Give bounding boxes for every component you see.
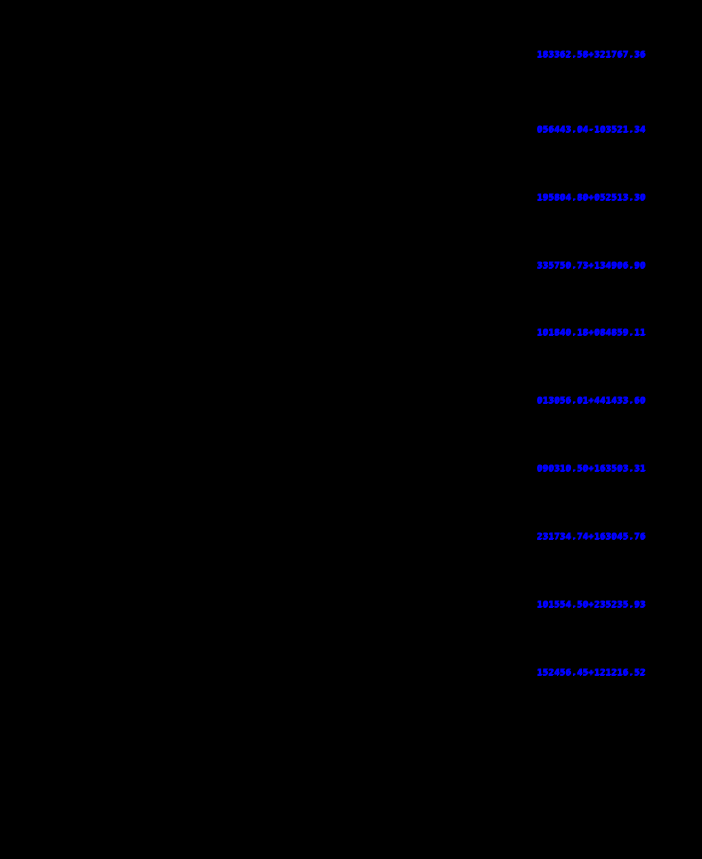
source-label: 152456.45+121216.52 — [536, 668, 646, 678]
source-label: 101840.18+084859.11 — [536, 328, 646, 338]
source-label: 335750.73+134906.90 — [536, 261, 646, 271]
source-label: 183362.58+321767.36 — [536, 50, 646, 60]
source-label: 231734.74+163045.76 — [536, 532, 646, 542]
source-label: 195804.80+052513.30 — [536, 193, 646, 203]
source-label: 101554.50+235235.93 — [536, 600, 646, 610]
source-label: 090310.50+163503.31 — [536, 464, 646, 474]
source-label: 013056.01+441433.60 — [536, 396, 646, 406]
source-label: 056443.04-103521.34 — [536, 125, 646, 135]
